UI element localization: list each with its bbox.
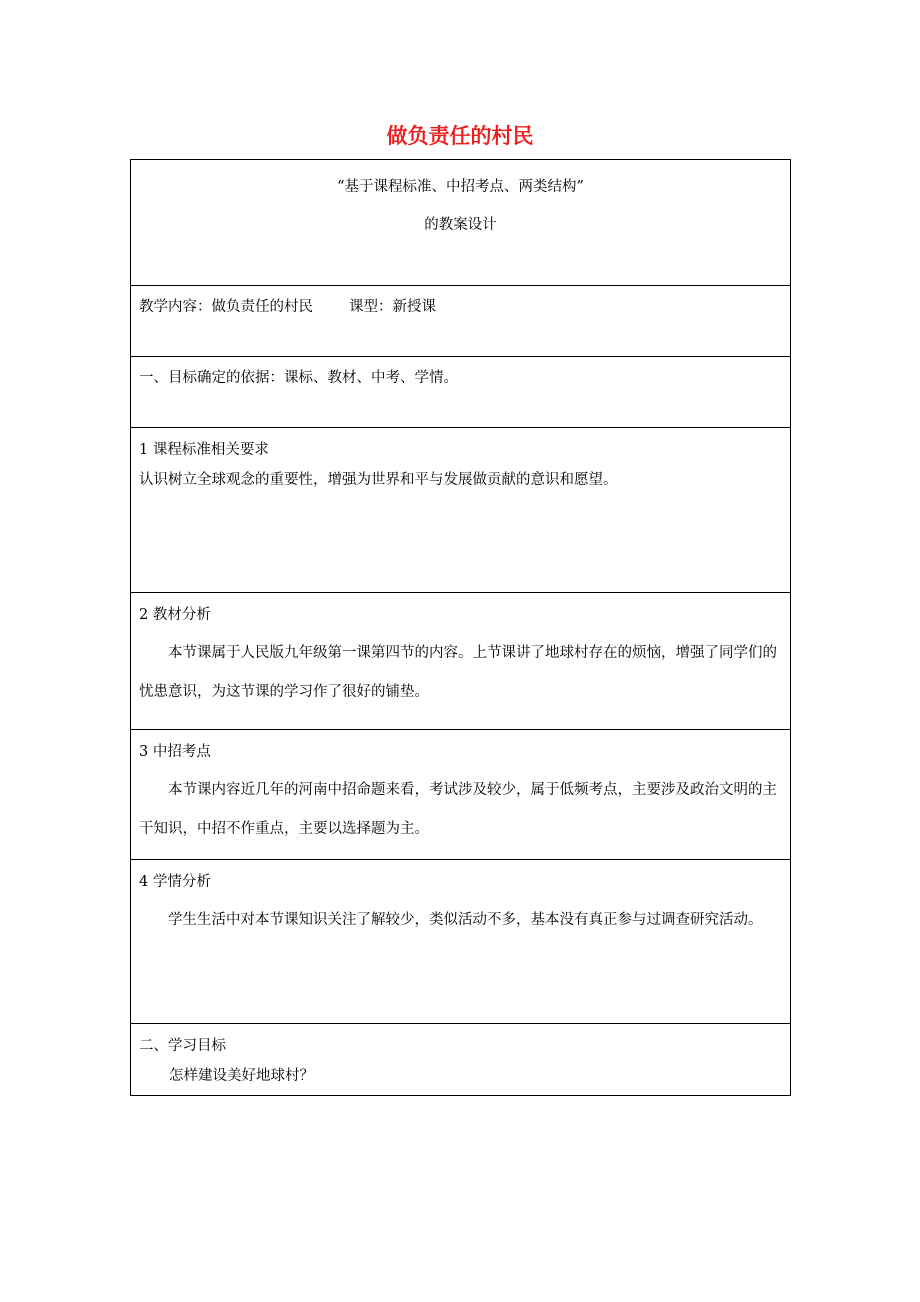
exam-text: 本节课内容近几年的河南中招命题来看，考试涉及较少，属于低频考点，主要涉及政治文明的主干知识，中招不作重点，主要以选择题为主。: [139, 782, 777, 837]
exam-cell: [131, 730, 791, 860]
goals-text: 怎样建设美好地球村？: [169, 1068, 314, 1084]
textbook-row: [131, 593, 791, 730]
goals-cell: [131, 1024, 791, 1096]
students-cell: [131, 860, 791, 1024]
header-line-1: “基于课程标准、中招考点、两类结构”: [337, 179, 584, 195]
textbook-cell: [131, 593, 791, 730]
exam-row: [131, 730, 791, 860]
goals-title: 二、学习目标: [139, 1038, 226, 1054]
goals-row: [131, 1024, 791, 1096]
info-row: [131, 286, 791, 357]
info-line: [139, 296, 782, 318]
exam-title: 3 中招考点: [139, 744, 211, 760]
students-title: 4 学情分析: [139, 874, 211, 890]
type-value: 新授课: [392, 299, 436, 315]
header-row: [131, 160, 791, 286]
students-row: [131, 860, 791, 1024]
page-title: 做负责任的村民: [386, 124, 534, 148]
textbook-text: 本节课属于人民版九年级第一课第四节的内容。上节课讲了地球村存在的烦恼，增强了同学们的忧患意识，为这节课的学习作了很好的铺垫。: [139, 645, 777, 700]
section1-cell: [131, 357, 791, 428]
lesson-plan-table: [130, 159, 791, 1096]
content-value: 做负责任的村民: [211, 299, 313, 315]
content-label: 教学内容：: [139, 299, 212, 315]
students-text: 学生生活中对本节课知识关注了解较少，类似活动不多，基本没有真正参与过调查研究活动。: [168, 912, 763, 928]
section1-title: 一、目标确定的依据：课标、教材、中考、学情。: [139, 370, 458, 386]
curriculum-cell: [131, 428, 791, 593]
curriculum-title: 1 课程标准相关要求: [139, 442, 269, 458]
textbook-title: 2 教材分析: [139, 607, 211, 623]
info-cell: [131, 286, 791, 357]
curriculum-row: [131, 428, 791, 593]
header-cell: [131, 160, 791, 286]
header-line-2: 的教案设计: [424, 217, 497, 233]
type-label: 课型：: [349, 299, 393, 315]
section1-row: [131, 357, 791, 428]
curriculum-text: 认识树立全球观念的重要性，增强为世界和平与发展做贡献的意识和愿望。: [139, 472, 618, 488]
